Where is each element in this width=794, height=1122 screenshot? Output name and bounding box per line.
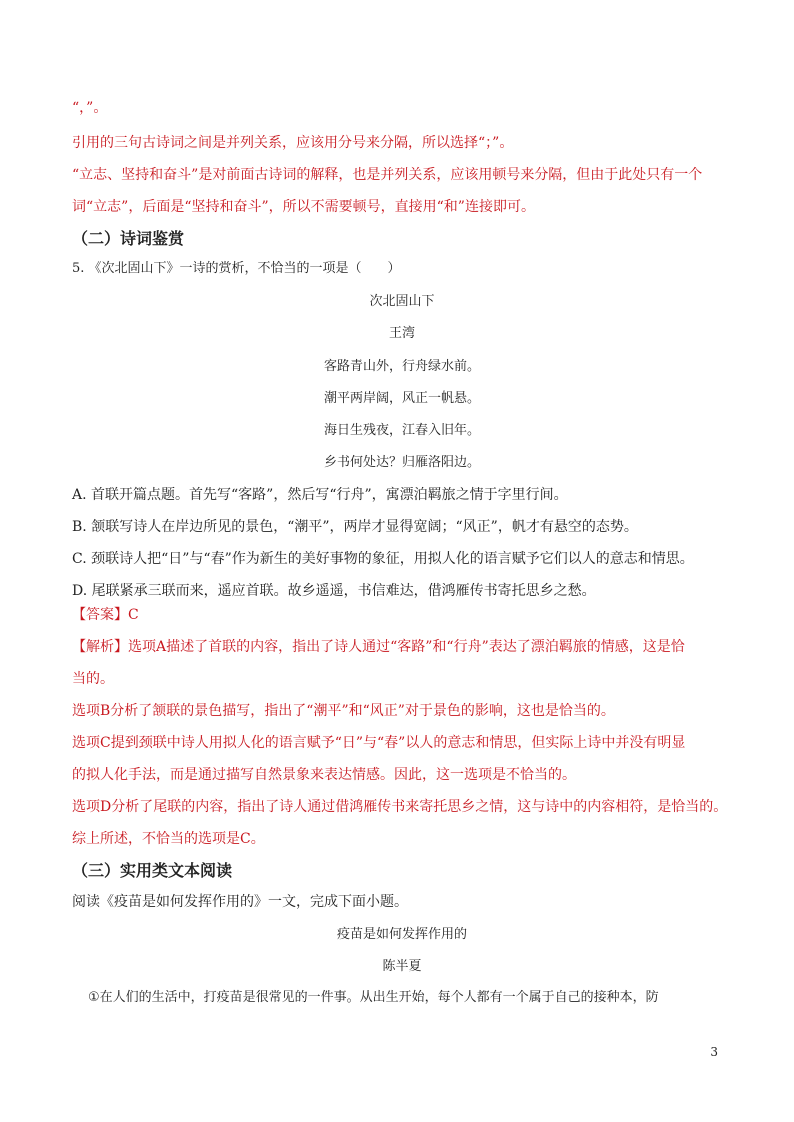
analysis-line-7: 综上所述，不恰当的选项是C。 [72, 831, 265, 847]
answer-line [72, 605, 732, 625]
answer-value: C [128, 607, 139, 623]
analysis-line-3: 选项B分析了颔联的景色描写，指出了“潮平”和“风正”对于景色的影响，这也是恰当的。 [72, 703, 615, 719]
explanation-line-1: “，”。 [72, 100, 108, 116]
section-heading-practical-reading: （三）实用类文本阅读 [72, 861, 233, 880]
option-b: B. 颔联写诗人在岸边所见的景色，“潮平”，两岸才显得宽阔；“风正”，帆才有悬空的态势。 [72, 519, 638, 535]
explanation-line-4: 词“立志”，后面是“坚持和奋斗”，所以不需要顿号，直接用“和”连接即可。 [72, 199, 535, 215]
poem-title: 次北固山下 [369, 294, 435, 309]
answer-tag: 【答案】 [72, 607, 128, 623]
poem-author: 王湾 [388, 326, 415, 341]
article-author: 陈半夏 [382, 959, 422, 974]
analysis-text-1: 选项A描述了首联的内容，指出了诗人通过“客路”和“行舟”表达了漂泊羁旅的情感，这是恰 [128, 639, 685, 655]
page-number: 3 [710, 1045, 718, 1059]
poem-line-3: 海日生残夜，江春入旧年。 [323, 423, 480, 438]
explanation-line-3: “立志、坚持和奋斗”是对前面古诗词的解释，也是并列关系，应该用顿号来分隔，但由于此处只有一个 [72, 167, 703, 183]
section-heading-poetry: （二）诗词鉴赏 [72, 229, 185, 248]
option-c: C. 颈联诗人把“日”与“春”作为新生的美好事物的象征，用拟人化的语言赋予它们以人的意志和情思。 [72, 551, 694, 567]
analysis-line-5: 的拟人化手法，而是通过描写自然景象来表达情感。因此，这一选项是不恰当的。 [72, 767, 576, 783]
question-5: 5. 《次北固山下》一诗的赏析，不恰当的一项是（ ） [72, 261, 401, 276]
analysis-line-4: 选项C提到颈联中诗人用拟人化的语言赋予“日”与“春”以人的意志和情思，但实际上诗中并没有明显 [72, 735, 686, 751]
article-paragraph-1: ①在人们的生活中，打疫苗是很常见的一件事。从出生开始，每个人都有一个属于自己的接种本，防 [88, 990, 659, 1005]
poem-line-4: 乡书何处达？归雁洛阳边。 [323, 455, 480, 470]
poem-line-2: 潮平两岸阔，风正一帆悬。 [323, 391, 480, 406]
analysis-line-6: 选项D分析了尾联的内容，指出了诗人通过借鸿雁传书来寄托思乡之情，这与诗中的内容相符，是恰当的。 [72, 799, 728, 815]
reading-intro: 阅读《疫苗是如何发挥作用的》一文，完成下面小题。 [72, 894, 408, 910]
poem-line-1: 客路青山外，行舟绿水前。 [323, 359, 480, 374]
option-d: D. 尾联紧承三联而来，遥应首联。故乡遥遥，书信难达，借鸿雁传书寄托思乡之愁。 [72, 583, 596, 599]
option-a: A. 首联开篇点题。首先写“客路”，然后写“行舟”，寓漂泊羁旅之情于字里行间。 [72, 487, 568, 503]
analysis-line-2: 当的。 [72, 671, 114, 687]
analysis-tag: 【解析】 [72, 639, 128, 655]
explanation-line-2: 引用的三句古诗词之间是并列关系，应该用分号来分隔，所以选择“；”。 [72, 135, 514, 151]
article-title: 疫苗是如何发挥作用的 [336, 927, 467, 942]
analysis-line-1 [72, 637, 732, 657]
